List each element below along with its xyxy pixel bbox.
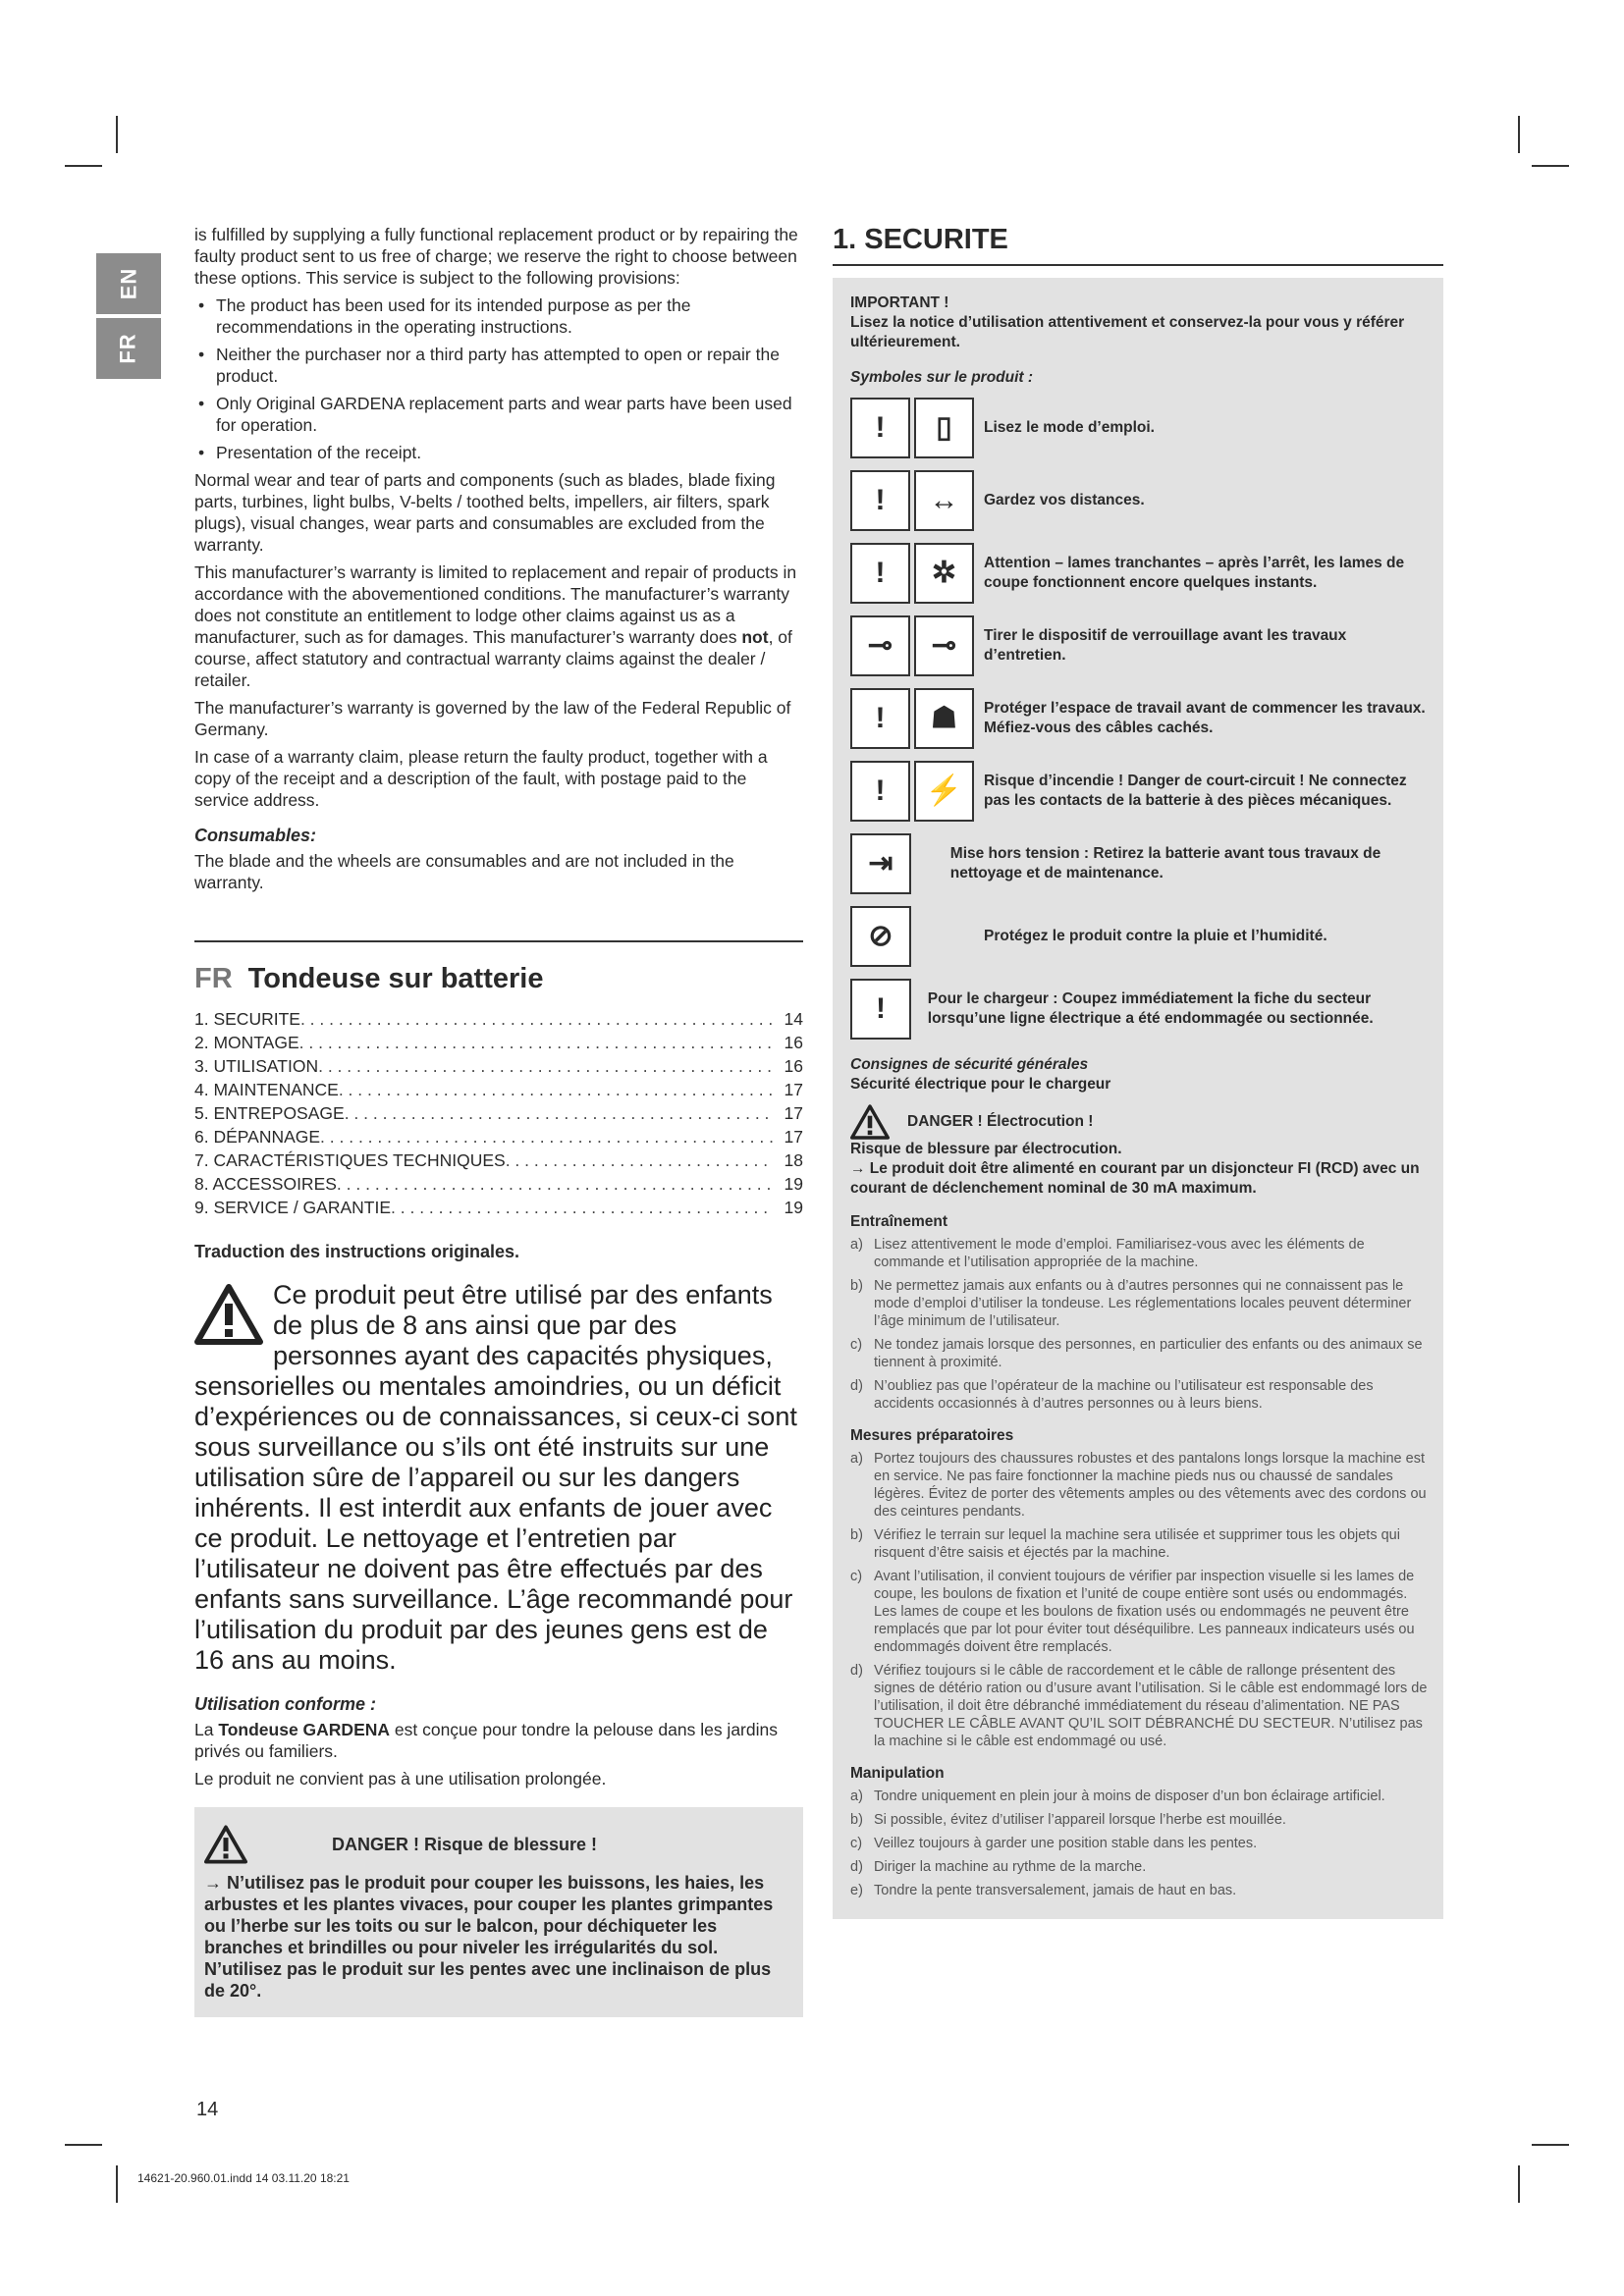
limited-text-a: This manufacturer’s warranty is limited to replacement and repair of products in accordance with the abovementioned conditions. The manufacturer’s warranty does not constitute an entitlement to lodge other claims against us as a manufacturer, such as for damages. This manufacturer’s warranty does xyxy=(194,562,797,647)
toc-page: 17 xyxy=(784,1127,803,1147)
list-item xyxy=(850,1835,1428,1852)
warning-icon: ! xyxy=(850,543,910,604)
item-key: a) xyxy=(850,1237,863,1253)
list-item xyxy=(850,1882,1428,1899)
key-icon: ⊸ xyxy=(850,615,910,676)
symbol-row xyxy=(850,541,1428,606)
crop-mark xyxy=(65,165,102,167)
law-paragraph: The manufacturer’s warranty is governed by the law of the Federal Republic of Germany. xyxy=(194,698,791,739)
important-heading: IMPORTANT ! xyxy=(850,294,949,311)
toc-page: 19 xyxy=(784,1174,803,1194)
warning-icon: ! xyxy=(850,470,910,531)
toc-row xyxy=(194,1054,803,1078)
toc-label: 7. CARACTÉRISTIQUES TECHNIQUES xyxy=(194,1150,506,1170)
symbols-heading: Symboles sur le produit : xyxy=(850,369,1034,386)
distance-icon: ↔ xyxy=(914,470,974,531)
handling-list xyxy=(850,1788,1428,1899)
crop-mark xyxy=(1518,116,1520,153)
toc-page: 18 xyxy=(784,1150,803,1170)
symbol-row xyxy=(850,614,1428,678)
item-key: d) xyxy=(850,1663,863,1679)
toc-label: 3. UTILISATION xyxy=(194,1056,319,1076)
lang-tab-fr-label: FR xyxy=(115,333,140,364)
toc-row xyxy=(194,1078,803,1101)
danger-box xyxy=(194,1807,803,2017)
symbol-row xyxy=(850,686,1428,751)
symbol-text: Tirer le dispositif de verrouillage avant les travaux d’entretien. xyxy=(984,627,1347,664)
toc-row xyxy=(194,1172,803,1196)
rcd-text: → Le produit doit être alimenté en courant par un disjoncteur FI (RCD) avec un courant de déclenchement nominal de 30 mA maximum. xyxy=(850,1160,1420,1197)
list-item xyxy=(850,1811,1428,1829)
consumables-text: The blade and the wheels are consumables and are not included in the warranty. xyxy=(194,851,734,892)
warning-triangle-icon xyxy=(204,1825,247,1864)
table-of-contents xyxy=(194,1007,803,1219)
toc-label: 1. SECURITE xyxy=(194,1009,300,1029)
preparation-heading: Mesures préparatoires xyxy=(850,1427,1014,1444)
no-rain-icon: ⊘ xyxy=(850,906,911,967)
toc-page: 19 xyxy=(784,1198,803,1217)
toc-page: 17 xyxy=(784,1080,803,1099)
danger-text: → N’utilisez pas le produit pour couper les buissons, les haies, les arbustes et les plantes vivaces, pour couper les plantes grimpantes ou l’herbe sur les toits ou sur le balcon, pour déchiqueter les branches et brindilles ou pour niveler les irrégularités du sol. N’utilisez pas le produit sur les pentes avec une inclinaison de plus de 20°. xyxy=(204,1873,774,2001)
lang-tab-en xyxy=(96,253,161,314)
toc-leader xyxy=(299,1031,774,1054)
limited-text-bold: not xyxy=(741,627,769,647)
item-key: e) xyxy=(850,1883,863,1898)
toc-leader xyxy=(345,1101,774,1125)
charger-icon: ! xyxy=(850,979,911,1040)
toc-leader xyxy=(506,1148,774,1172)
warranty-intro: is fulfilled by supplying a fully functional replacement product or by repairing the faulty product sent to us free of charge; we reserve the right to choose between these options. This service is subject to the following provisions: xyxy=(194,225,798,288)
toc-page: 17 xyxy=(784,1103,803,1123)
item-key: a) xyxy=(850,1789,863,1804)
symbol-row xyxy=(850,396,1428,460)
list-item: • The product has been used for its intended purpose as per the recommendations in the operating instructions. xyxy=(194,294,803,338)
warranty-provisions xyxy=(194,294,803,463)
item-text: Lisez attentivement le mode d’emploi. Familiarisez-vous avec les éléments de commande et l’utilisation appropriée de la machine. xyxy=(874,1237,1365,1270)
item-text: Diriger la machine au rythme de la marche. xyxy=(874,1859,1147,1875)
limited-paragraph xyxy=(194,561,803,691)
item-key: a) xyxy=(850,1451,863,1467)
item-key: b) xyxy=(850,1278,863,1294)
symbol-text: Mise hors tension : Retirez la batterie avant tous travaux de nettoyage et de maintenance. xyxy=(949,845,1381,881)
toc-label: 2. MONTAGE xyxy=(194,1033,299,1052)
lang-tab-fr xyxy=(96,318,161,379)
item-text: Veillez toujours à garder une position stable dans les pentes. xyxy=(874,1836,1258,1851)
warning-triangle-icon xyxy=(194,1284,263,1345)
crop-mark xyxy=(65,2144,102,2146)
section-title: 1. SECURITE xyxy=(833,224,1443,266)
print-footer: 14621-20.960.01.indd 14 03.11.20 18:21 xyxy=(137,2171,350,2185)
item-key: b) xyxy=(850,1812,863,1828)
toc-page: 16 xyxy=(784,1056,803,1076)
item-key: c) xyxy=(850,1569,863,1584)
children-warning xyxy=(194,1280,803,1676)
toc-leader xyxy=(339,1078,774,1101)
toc-leader xyxy=(318,1054,774,1078)
toc-leader xyxy=(300,1007,774,1031)
toc-row xyxy=(194,1031,803,1054)
limited-text-b: , of course, affect statutory and contractual warranty claims against the dealer / retailer. xyxy=(194,627,792,690)
item-text: Ne permettez jamais aux enfants ou à d’autres personnes qui ne connaissent pas le mode d’emploi d’utiliser la tondeuse. Les réglementations locales peuvent déterminer l’âge minimum de l’utilisateur. xyxy=(874,1278,1412,1329)
list-item xyxy=(850,1662,1428,1750)
item-text: Tondre uniquement en plein jour à moins de disposer d’un bon éclairage artificiel. xyxy=(874,1789,1385,1804)
left-column xyxy=(194,224,803,2017)
crop-mark xyxy=(1532,165,1569,167)
fr-title-text: Tondeuse sur batterie xyxy=(247,963,544,994)
training-list xyxy=(850,1236,1428,1413)
general-safety-heading: Consignes de sécurité générales xyxy=(850,1056,1089,1073)
warning-triangle-icon xyxy=(850,1104,890,1140)
list-item xyxy=(850,1568,1428,1656)
item-text: Ne tondez jamais lorsque des personnes, en particulier des enfants ou des animaux se tiennent à proximité. xyxy=(874,1337,1423,1370)
fr-code: FR xyxy=(194,963,233,994)
battery-icon: ⚡ xyxy=(914,761,974,822)
list-item xyxy=(850,1788,1428,1805)
list-item xyxy=(850,1236,1428,1271)
warning-icon: ! xyxy=(850,398,910,458)
list-item: • Presentation of the receipt. xyxy=(194,442,803,463)
symbol-row xyxy=(850,468,1428,533)
item-text: Si possible, évitez d’utiliser l’appareil lorsque l’herbe est mouillée. xyxy=(874,1812,1286,1828)
consumables-heading: Consumables: xyxy=(194,826,317,845)
item-key: c) xyxy=(850,1337,863,1353)
list-item xyxy=(850,1526,1428,1562)
handling-heading: Manipulation xyxy=(850,1765,945,1782)
symbol-text: Protéger l’espace de travail avant de commencer les travaux. Méfiez-vous des câbles cachés. xyxy=(984,700,1426,736)
crop-mark xyxy=(116,2165,118,2203)
children-warning-text: Ce produit peut être utilisé par des enfants de plus de 8 ans ainsi que par des personnes ayant des capacités physiques, sensorielles ou mentales amoindries, ou un déficit d’expériences ou de connaissances, si ceux-ci sont sous surveillance ou s’ils ont été instruits sur une utilisation sûre de l’appareil ou sur les dangers inhérents. Il est interdit aux enfants de jouer avec ce produit. Le nettoyage et l’entretien par l’utilisateur ne doivent pas être effectués par des enfants sans surveillance. L’âge recommandé pour l’utilisation du produit par des jeunes gens est de 16 ans au moins. xyxy=(194,1280,797,1675)
right-column xyxy=(833,224,1443,1919)
section-divider xyxy=(194,940,803,942)
danger-title: DANGER ! Risque de blessure ! xyxy=(332,1835,598,1854)
wear-paragraph: Normal wear and tear of parts and components (such as blades, blade fixing parts, turbines, light bulbs, V-belts / toothed belts, impellers, air filters, spark plugs), visual changes, wear parts and consumables are excluded from the warranty. xyxy=(194,470,776,555)
toc-label: 8. ACCESSOIRES xyxy=(194,1174,337,1194)
preparation-list xyxy=(850,1450,1428,1750)
list-item xyxy=(850,1450,1428,1521)
training-heading: Entraînement xyxy=(850,1213,948,1230)
list-item: • Neither the purchaser nor a third party has attempted to open or repair the product. xyxy=(194,344,803,387)
item-key: c) xyxy=(850,1836,863,1851)
item-key: d) xyxy=(850,1378,863,1394)
toc-row xyxy=(194,1125,803,1148)
list-item xyxy=(850,1858,1428,1876)
item-key: d) xyxy=(850,1859,863,1875)
toc-page: 16 xyxy=(784,1033,803,1052)
item-text: Tondre la pente transversalement, jamais de haut en bas. xyxy=(874,1883,1237,1898)
lang-tab-en-label: EN xyxy=(116,267,140,300)
symbol-text: Risque d’incendie ! Danger de court-circuit ! Ne connectez pas les contacts de la batterie à des pièces mécaniques. xyxy=(984,773,1407,809)
toc-label: 4. MAINTENANCE xyxy=(194,1080,339,1099)
item-text: Vérifiez toujours si le câble de raccordement et le câble de rallonge présentent des signes de détério ration ou d’usure avant l’utilisation. Si le câble est endommagé lors de l’utilisation, il doit être débranché immédiatement du réseau d’alimentation. NE PAS TOUCHER LE CÂBLE AVANT QU’IL SOIT DÉBRANCHÉ DU SECTEUR. N’utilisez pas la machine si le câble est endommagé ou usé. xyxy=(874,1663,1428,1749)
battery-remove-icon: ⇥ xyxy=(850,833,911,894)
fr-title xyxy=(194,963,803,994)
toc-label: 9. SERVICE / GARANTIE xyxy=(194,1198,392,1217)
list-item xyxy=(850,1277,1428,1330)
risk-text: Risque de blessure par électrocution. xyxy=(850,1141,1122,1157)
symbol-text: Gardez vos distances. xyxy=(984,492,1145,508)
utilisation-bold: Tondeuse GARDENA xyxy=(218,1720,391,1739)
toc-leader xyxy=(320,1125,774,1148)
translation-note: Traduction des instructions originales. xyxy=(194,1242,520,1261)
list-item xyxy=(850,1336,1428,1371)
danger-electrocution: DANGER ! Électrocution ! xyxy=(907,1113,1094,1130)
symbol-text: Attention – lames tranchantes – après l’arrêt, les lames de coupe fonctionnent encore quelques instants. xyxy=(984,555,1405,591)
safety-box xyxy=(833,278,1443,1919)
toc-page: 14 xyxy=(784,1009,803,1029)
utilisation-heading: Utilisation conforme : xyxy=(194,1694,377,1714)
toc-row xyxy=(194,1101,803,1125)
blade-stop-icon: ✲ xyxy=(914,543,974,604)
claim-paragraph: In case of a warranty claim, please return the faulty product, together with a copy of the receipt and a description of the fault, with postage paid to the service address. xyxy=(194,747,768,810)
toc-label: 6. DÉPANNAGE xyxy=(194,1127,321,1147)
key-icon: ⊸ xyxy=(914,615,974,676)
symbol-text: Pour le chargeur : Coupez immédiatement la fiche du secteur lorsqu’une ligne électrique a été endommagée ou sectionnée. xyxy=(927,990,1374,1027)
symbol-row xyxy=(850,977,1428,1041)
utilisation-text xyxy=(194,1719,803,1762)
symbol-row xyxy=(850,904,1428,969)
list-item: • Only Original GARDENA replacement parts and wear parts have been used for operation. xyxy=(194,393,803,436)
manual-icon: ▯ xyxy=(914,398,974,458)
item-text: Portez toujours des chaussures robustes et des pantalons longs lorsque la machine est en service. Ne pas faire fonctionner la machine pieds nus ou chaussé de sandales légères. Évitez de porter des vêtements amples ou des vêtements avec des cordons ou des ceintures pendants. xyxy=(874,1451,1427,1520)
item-text: Vérifiez le terrain sur lequel la machine sera utilisée et supprimer tous les objets qui risquent d’être saisis et éjectés par la machine. xyxy=(874,1527,1400,1561)
utilisation-b: est conçue pour tondre la pelouse dans les jardins privés ou familiers. xyxy=(194,1720,778,1761)
toc-label: 5. ENTREPOSAGE xyxy=(194,1103,345,1123)
toc-row xyxy=(194,1007,803,1031)
toc-row xyxy=(194,1196,803,1219)
crop-mark xyxy=(1532,2144,1569,2146)
warning-icon: ! xyxy=(850,761,910,822)
symbol-row xyxy=(850,759,1428,824)
important-text: Lisez la notice d’utilisation attentivement et conservez-la pour vous y référer ultérieurement. xyxy=(850,314,1405,350)
symbol-text: Protégez le produit contre la pluie et l’humidité. xyxy=(984,928,1327,944)
workspace-icon: ☗ xyxy=(914,688,974,749)
symbol-text: Lisez le mode d’emploi. xyxy=(984,419,1155,436)
toc-leader xyxy=(337,1172,774,1196)
item-text: N’oubliez pas que l’opérateur de la machine ou l’utilisateur est responsable des accidents occasionnés à d’autres personnes ou à leurs biens. xyxy=(874,1378,1374,1412)
item-key: b) xyxy=(850,1527,863,1543)
electrical-safety-heading: Sécurité électrique pour le chargeur xyxy=(850,1076,1111,1093)
utilisation-a: La xyxy=(194,1720,219,1739)
utilisation-text-2: Le produit ne convient pas à une utilisation prolongée. xyxy=(194,1769,607,1789)
toc-leader xyxy=(391,1196,774,1219)
crop-mark xyxy=(116,116,118,153)
symbol-row xyxy=(850,831,1428,896)
warning-icon: ! xyxy=(850,688,910,749)
item-text: Avant l’utilisation, il convient toujours de vérifier par inspection visuelle si les lames de coupe, les boulons de fixation et l’unité de coupe entière sont usés ou endommagés. Les lames de coupe et les boulons de fixation usés ou endommagés ne peuvent être remplacés que par lot pour éviter tout déséquilibre. Les panneaux indicateurs usés ou endommagés doivent être remplacés. xyxy=(874,1569,1415,1655)
crop-mark xyxy=(1518,2165,1520,2203)
page-number: 14 xyxy=(196,2099,219,2120)
toc-row xyxy=(194,1148,803,1172)
list-item xyxy=(850,1377,1428,1413)
